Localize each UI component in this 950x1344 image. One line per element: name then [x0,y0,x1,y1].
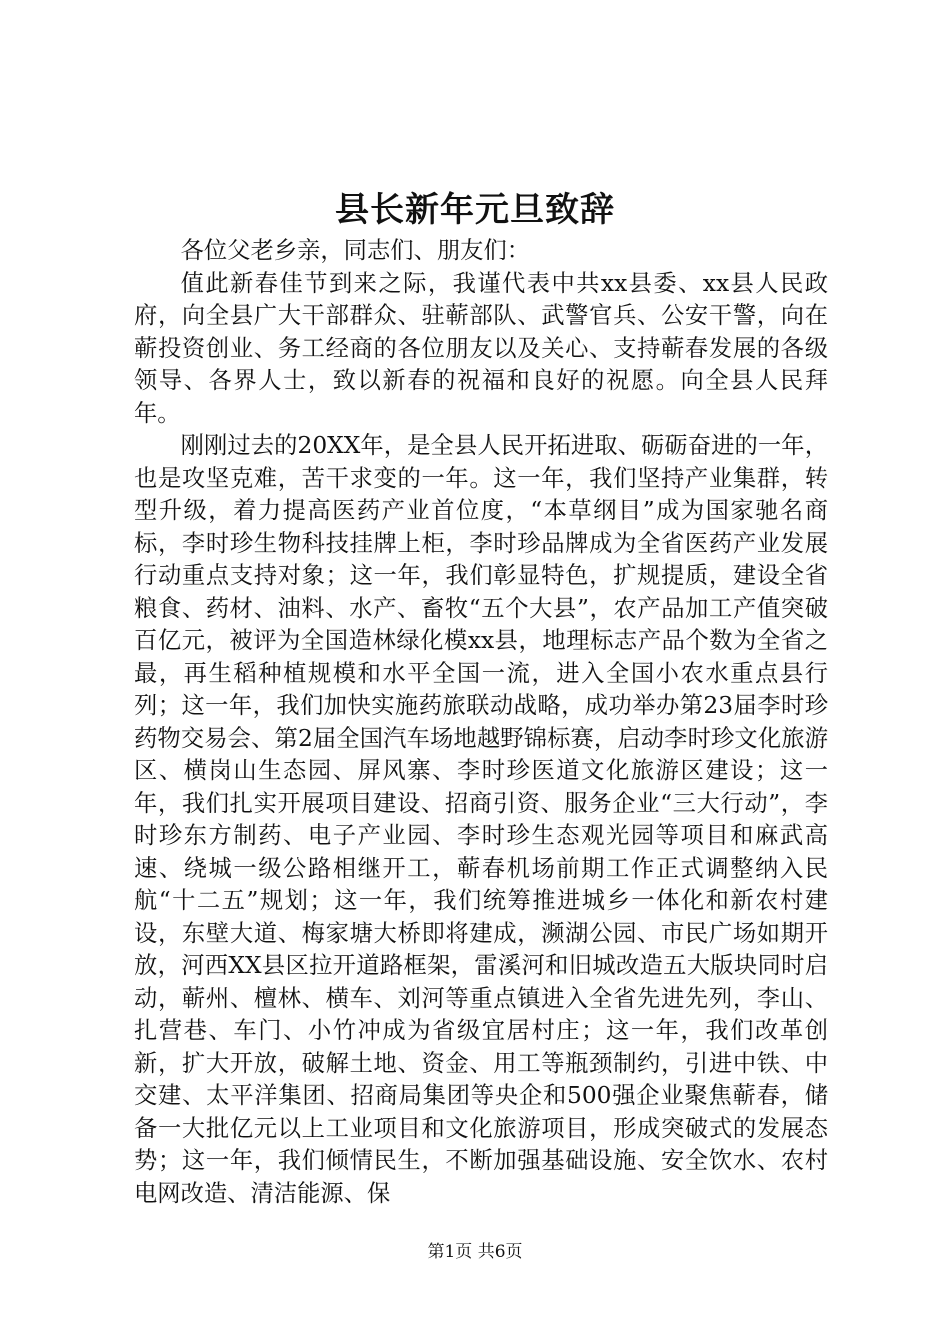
review-paragraph: 刚刚过去的20XX年，是全县人民开拓进取、砺砺奋进的一年，也是攻坚克难，苦干求变的一年。这一年，我们坚持产业集群，转型升级，着力提高医药产业首位度，“本草纲目”成为国家驰名商标，李时珍生物科技挂牌上柜，李时珍品牌成为全省医药产业发展行动重点支持对象；这一年，我们彰显特色，扩规提质，建设全省粮食、药材、油料、水产、畜牧“五个大县”，农产品加工产值突破百亿元，被评为全国造林绿化模xx县，地理标志产品个数为全省之最，再生稻种植规模和水平全国一流，进入全国小农水重点县行列；这一年，我们加快实施药旅联动战略，成功举办第23届李时珍药物交易会、第2届全国汽车场地越野锦标赛，启动李时珍文化旅游区、横岗山生态园、屏风寨、李时珍医道文化旅游区建设；这一年，我们扎实开展项目建设、招商引资、服务企业“三大行动”，李时珍东方制药、电子产业园、李时珍生态观光园等项目和麻武高速、绕城一级公路相继开工，蕲春机场前期工作正式调整纳入民航“十二五”规划；这一年，我们统筹推进城乡一体化和新农村建设，东壁大道、梅家塘大桥即将建成，濒湖公园、市民广场如期开放，河西XX县区拉开道路框架，雷溪河和旧城改造五大版块同时启动，蕲州、檀林、横车、刘河等重点镇进入全省先进先列，李山、扎营巷、车门、小竹冲成为省级宜居村庄；这一年，我们改革创新，扩大开放，破解土地、资金、用工等瓶颈制约，引进中铁、中交建、太平洋集团、招商局集团等央企和500强企业聚焦蕲春，储备一大批亿元以上工业项目和文化旅游项目，形成突破式的发展态势；这一年，我们倾情民生，不断加强基础设施、安全饮水、农村电网改造、清洁能源、保 [134,432,828,1207]
greeting-paragraph: 值此新春佳节到来之际，我谨代表中共xx县委、xx县人民政府，向全县广大干部群众、驻蕲部队、武警官兵、公安干警，向在蕲投资创业、务工经商的各位朋友以及关心、支持蕲春发展的各级领导、各界人士，致以新春的祝福和良好的祝愿。向全县人民拜年。 [134,269,828,427]
salutation-paragraph: 各位父老乡亲，同志们、朋友们： [180,237,531,264]
document-body [134,235,828,1210]
document-title: 县长新年元旦致辞 [335,190,615,230]
page-number-footer: 第1页 共6页 [427,1242,523,1262]
